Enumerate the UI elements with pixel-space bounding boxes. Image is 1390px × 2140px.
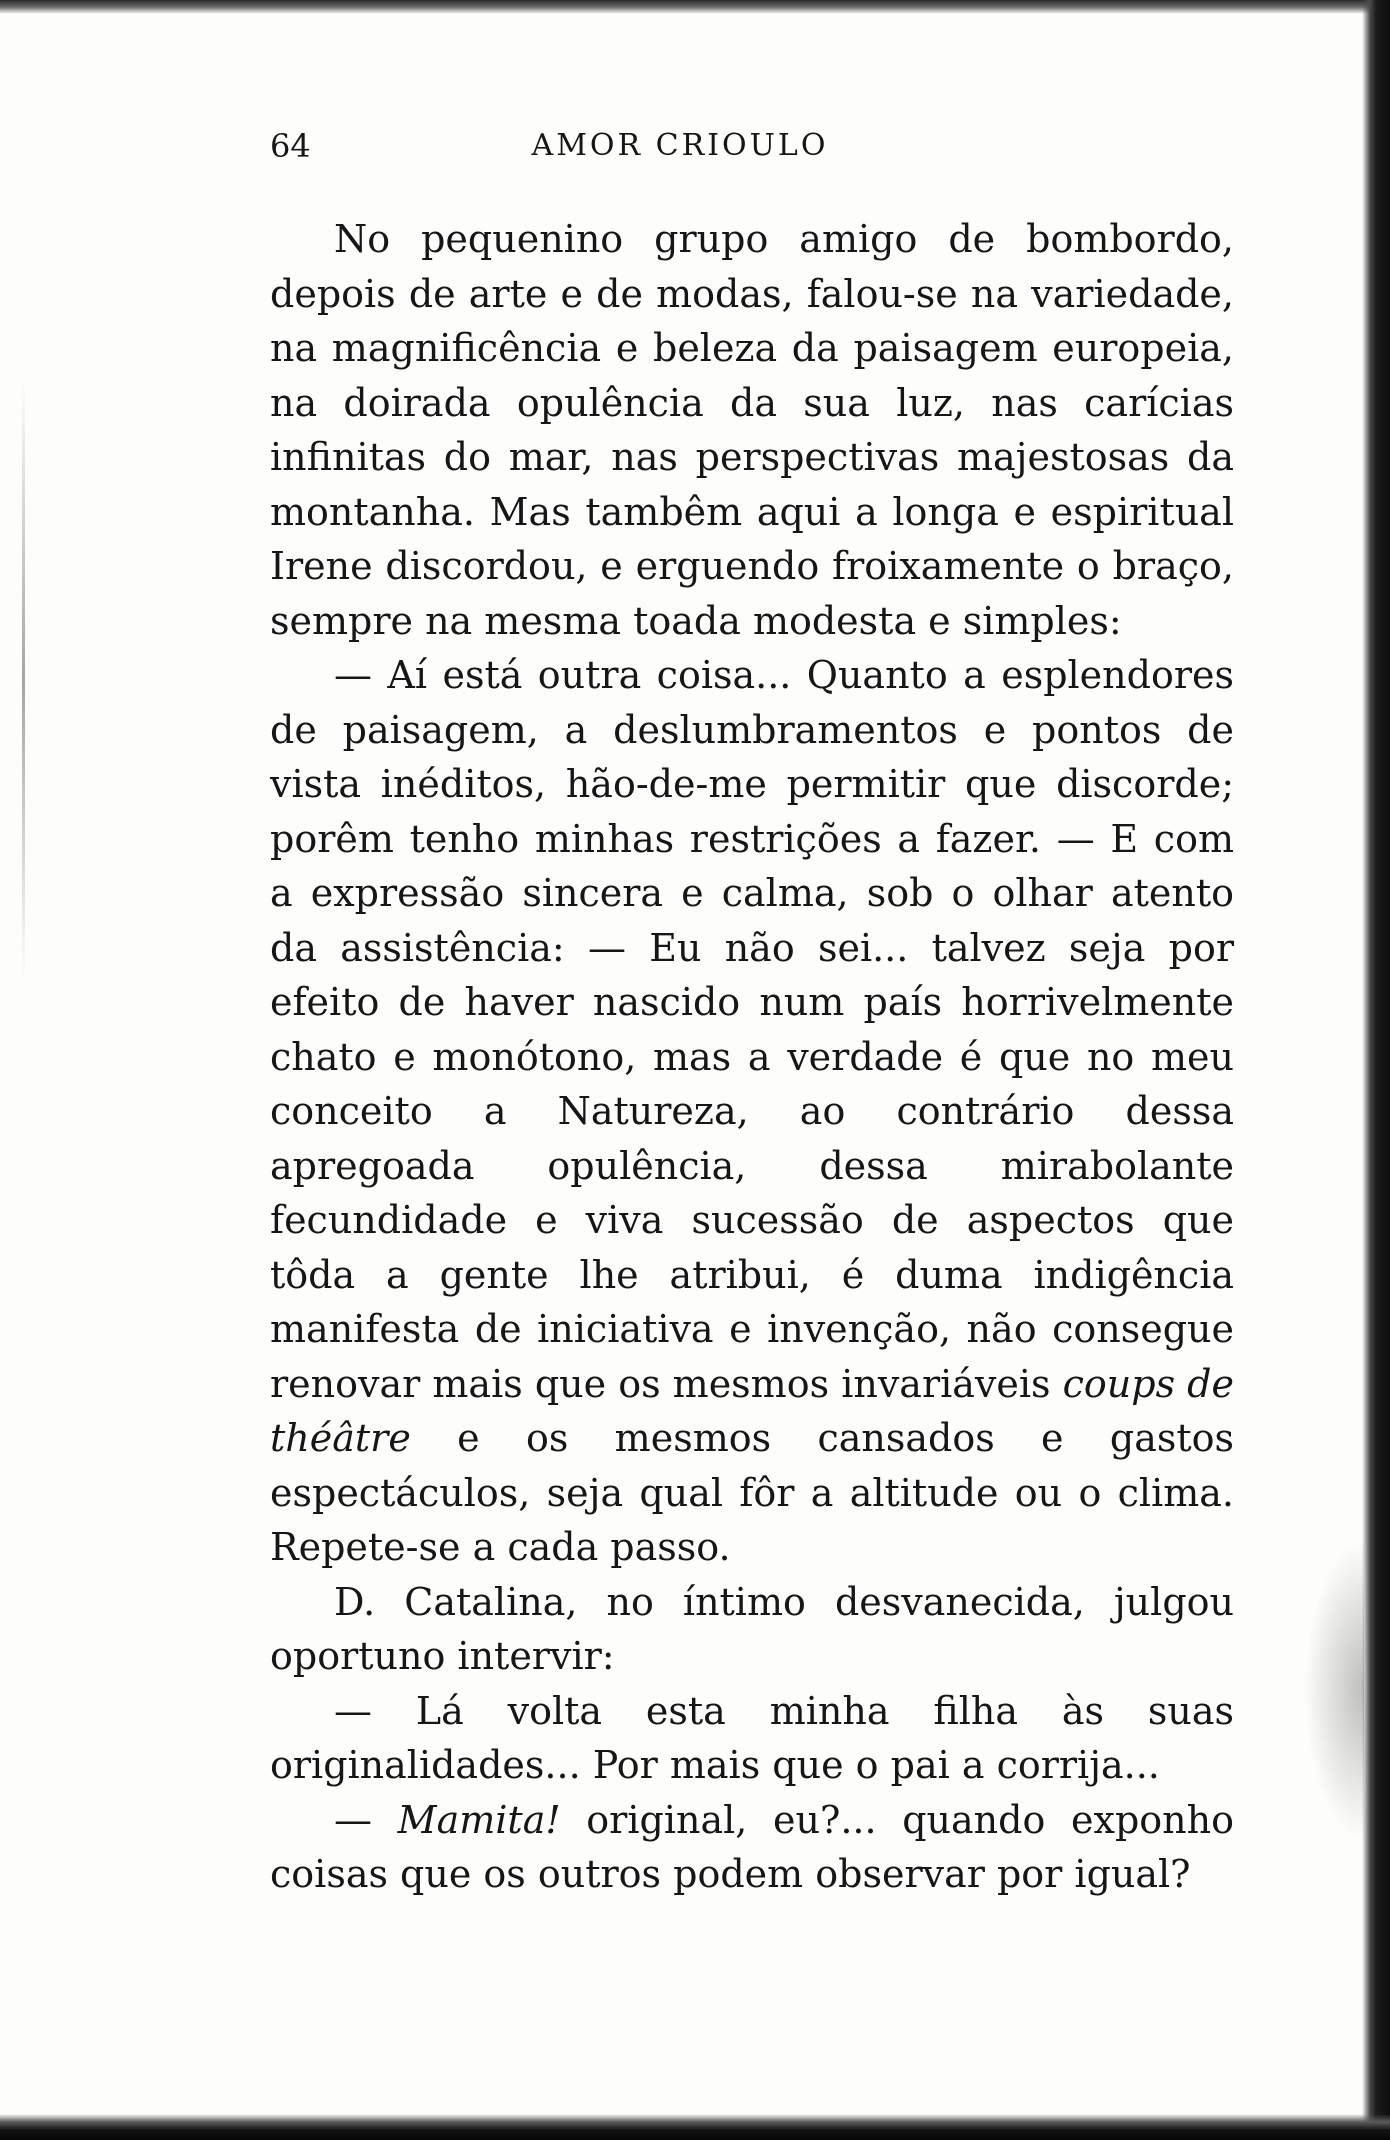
page-header	[270, 122, 1090, 170]
running-title: AMOR CRIOULO	[531, 128, 829, 163]
italic-exclamation: Mamita!	[397, 1797, 561, 1842]
scan-edge-top	[0, 0, 1390, 14]
scan-edge-left	[22, 380, 25, 980]
paragraph-5	[270, 1793, 1234, 1902]
paragraph-2-end: e os mesmos cansados e gastos espectáculos, seja qual fôr a altitude ou o clima. Repete-se a cada passo.	[270, 1416, 1234, 1569]
paragraph-2-text: — Aí está outra coisa... Quanto a esplendores de paisagem, a deslumbramentos e pontos de vista inéditos, hão-de-me permitir que discorde; porêm tenho minhas restrições a fazer. — E com a expressão sincera e calma, sob o olhar atento da assistência: — Eu não sei... talvez seja por efeito de haver nascido num país horrivelmente chato e monótono, mas a verdade é que no meu conceito a Natureza, ao contrário dessa apregoada opulência, dessa mirabolante fecundidade e viva sucessão de aspectos que tôda a gente lhe atribui, é duma indigência manifesta de iniciativa e invenção, não consegue renovar mais que os mesmos invariáveis	[270, 653, 1234, 1406]
scan-edge-bottom	[0, 2114, 1390, 2140]
dialogue-dash: —	[334, 1797, 372, 1842]
paragraph-1: No pequenino grupo amigo de bombordo, depois de arte e de modas, falou-se na variedade, na magnificência e beleza da paisagem europeia, na doirada opulência da sua luz, nas carícias infinitas do mar, nas perspectivas majestosas da montanha. Mas tambêm aqui a longa e espiritual Irene discordou, e erguendo froixamente o braço, sempre na mesma toada modesta e simples:	[270, 217, 1234, 643]
paragraph-5-text: original, eu?... quando exponho coisas que os outros podem observar por igual?	[270, 1797, 1234, 1896]
paragraph-3: D. Catalina, no íntimo desvanecida, julgou oportuno intervir:	[270, 1579, 1234, 1678]
body-text	[270, 212, 1234, 1902]
page-number: 64	[270, 127, 311, 165]
italic-phrase: coups de théâtre	[270, 1361, 1234, 1460]
paragraph-4: — Lá volta esta minha filha às suas originalidades... Por mais que o pai a corrija...	[270, 1688, 1234, 1787]
scan-edge-right	[1362, 0, 1390, 2140]
gutter-shadow	[1304, 1540, 1364, 1840]
paragraph-2	[270, 648, 1234, 1575]
